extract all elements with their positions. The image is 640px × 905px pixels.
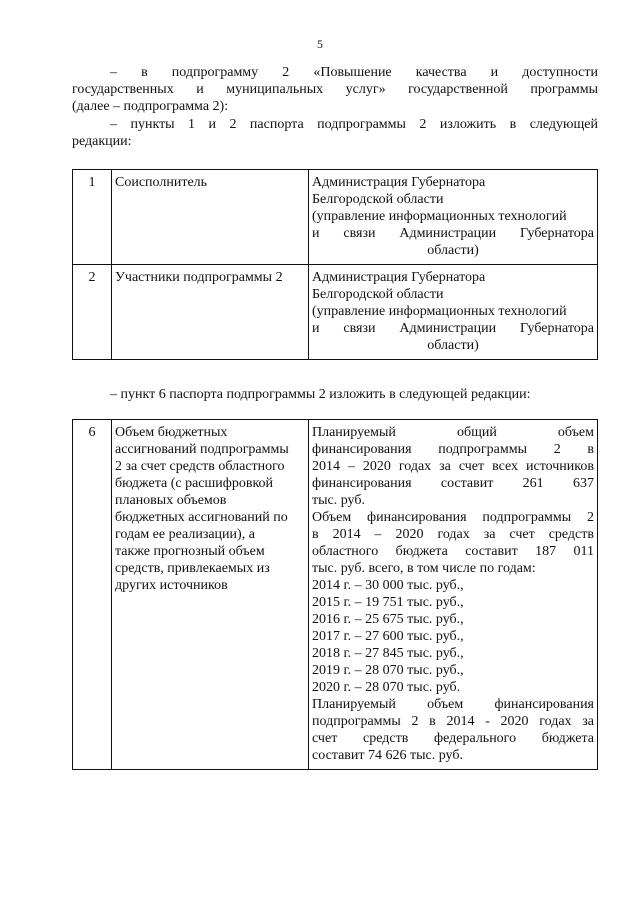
label-line: также прогнозный объем: [115, 544, 265, 559]
value-line: Белгородской области: [312, 192, 444, 207]
value-line: 2018 г. – 27 845 тыс. руб.,: [312, 646, 464, 661]
label-line: средств, привлекаемых из: [115, 561, 270, 576]
value-line: Объем финансирования подпрограммы 2: [312, 510, 594, 525]
value-line: в 2014 – 2020 годах за счет средств: [312, 527, 594, 542]
value-line: Белгородской области: [312, 287, 444, 302]
label-line: 2 за счет средств областного: [115, 459, 285, 474]
row-label: Участники подпрограммы 2: [112, 265, 309, 360]
value-line: 2016 г. – 25 675 тыс. руб.,: [312, 612, 464, 627]
value-line: Администрация Губернатора: [312, 175, 486, 190]
value-line: Планируемый объем финансирования: [312, 697, 594, 712]
value-line: 2019 г. – 28 070 тыс. руб.,: [312, 663, 464, 678]
row-value: [309, 265, 598, 360]
value-line: и связи Администрации Губернатора: [312, 226, 594, 241]
passport-table-2: [72, 419, 598, 770]
intro-paragraph: [72, 64, 598, 115]
label-line: плановых объемов: [115, 493, 227, 508]
label-line: ассигнований подпрограммы: [115, 442, 289, 457]
label-line: Объем бюджетных: [115, 425, 228, 440]
row-value: [309, 420, 598, 770]
table-row: [73, 265, 598, 360]
passport-table-1: [72, 169, 598, 360]
row-number: 6: [73, 420, 112, 770]
value-line: составит 74 626 тыс. руб.: [312, 748, 463, 763]
intro-line-3: (далее – подпрограмма 2):: [72, 99, 229, 114]
intro-line-1: – в подпрограмму 2 «Повышение качества и доступности: [110, 65, 598, 80]
intro-line-5: редакции:: [72, 134, 132, 149]
value-line: (управление информационных технологий: [312, 209, 567, 224]
value-line: счет средств федерального бюджета: [312, 731, 594, 746]
intro-line-2: государственных и муниципальных услуг» государственной программы: [72, 82, 598, 97]
label-line: бюджетных ассигнований по: [115, 510, 288, 525]
value-line: и связи Администрации Губернатора: [312, 321, 594, 336]
value-line: областного бюджета составит 187 011: [312, 544, 594, 559]
value-line: подпрограммы 2 в 2014 - 2020 годах за: [312, 714, 594, 729]
value-line: тыс. руб. всего, в том числе по годам:: [312, 561, 536, 576]
value-line: (управление информационных технологий: [312, 304, 567, 319]
value-line: 2020 г. – 28 070 тыс. руб.: [312, 680, 461, 695]
value-line: финансирования составит 261 637: [312, 476, 594, 491]
value-line: Планируемый общий объем: [312, 425, 594, 440]
row-label: [112, 420, 309, 770]
intro-line-4: – пункты 1 и 2 паспорта подпрограммы 2 изложить в следующей: [110, 117, 598, 132]
label-line: годам ее реализации), а: [115, 527, 255, 542]
intro-instruction: [72, 116, 598, 150]
page-number: 5: [317, 37, 323, 51]
label-line: бюджета (с расшифровкой: [115, 476, 274, 491]
row-number: 2: [73, 265, 112, 360]
value-line: 2015 г. – 19 751 тыс. руб.,: [312, 595, 464, 610]
row-value: [309, 170, 598, 265]
value-line: области): [427, 338, 479, 353]
table-row: [73, 420, 598, 770]
value-line: 2014 – 2020 годах за счет всех источников: [312, 459, 594, 474]
value-line: Администрация Губернатора: [312, 270, 486, 285]
row-number: 1: [73, 170, 112, 265]
value-line: 2017 г. – 27 600 тыс. руб.,: [312, 629, 464, 644]
value-line: 2014 г. – 30 000 тыс. руб.,: [312, 578, 464, 593]
value-line: тыс. руб.: [312, 493, 365, 508]
mid-paragraph: – пункт 6 паспорта подпрограммы 2 изложить в следующей редакции:: [110, 387, 531, 402]
table-row: [73, 170, 598, 265]
value-line: области): [427, 243, 479, 258]
label-line: других источников: [115, 578, 228, 593]
row-label: Соисполнитель: [112, 170, 309, 265]
value-line: финансирования подпрограммы 2 в: [312, 442, 594, 457]
